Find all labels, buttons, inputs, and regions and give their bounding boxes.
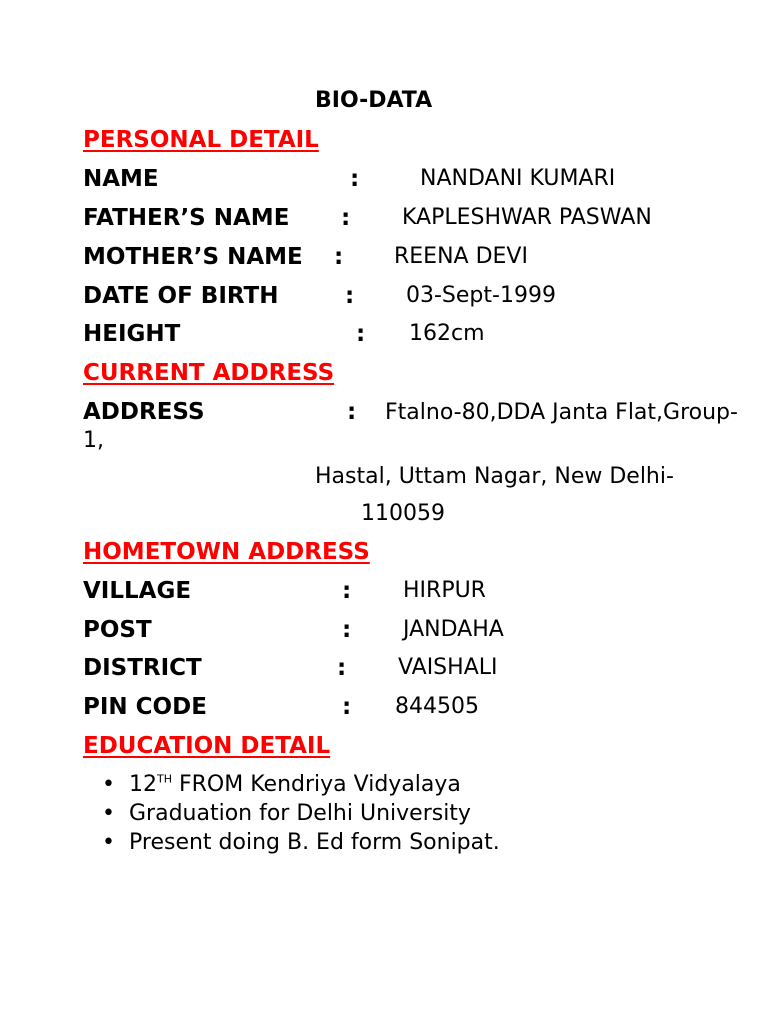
post-label: POST [83,617,152,643]
education-item-1 [129,770,461,799]
address-line-1-continued: 1, [83,428,104,453]
colon: : [334,244,344,270]
bullet-icon: • [102,830,115,855]
education-item-1-text: FROM Kendriya Vidyalaya [172,772,461,797]
father-name-label: FATHER’S NAME [83,205,290,231]
district-value: VAISHALI [398,655,498,680]
colon: : [342,617,352,643]
colon: : [350,166,360,192]
colon: : [341,205,351,231]
section-heading-current-address: CURRENT ADDRESS [83,360,335,386]
pin-code-label: PIN CODE [83,694,207,720]
mother-name-label: MOTHER’S NAME [83,244,303,270]
height-label: HEIGHT [83,321,181,347]
section-heading-hometown: HOMETOWN ADDRESS [83,539,370,565]
dob-value: 03-Sept-1999 [406,283,556,308]
address-line-3: 110059 [361,501,445,526]
father-name-value: KAPLESHWAR PASWAN [402,205,652,230]
bullet-icon: • [102,772,115,797]
post-value: JANDAHA [403,617,504,642]
pin-code-value: 844505 [395,694,479,719]
colon: : [356,321,366,347]
district-label: DISTRICT [83,655,202,681]
address-line-1: Ftalno-80,DDA Janta Flat,Group- [385,400,738,425]
bullet-icon: • [102,801,115,826]
name-label: NAME [83,166,159,192]
colon: : [342,578,352,604]
dob-label: DATE OF BIRTH [83,283,279,309]
village-label: VILLAGE [83,578,192,604]
grade-number: 12 [129,772,157,797]
colon: : [345,283,355,309]
grade-superscript: TH [157,772,172,786]
mother-name-value: REENA DEVI [394,244,528,269]
address-label: ADDRESS [83,399,205,425]
education-item-3: Present doing B. Ed form Sonipat. [129,830,500,855]
page-title: BIO-DATA [315,88,433,113]
address-line-2: Hastal, Uttam Nagar, New Delhi- [315,464,674,489]
education-item-2: Graduation for Delhi University [129,801,471,826]
section-heading-education: EDUCATION DETAIL [83,733,331,759]
height-value: 162cm [409,321,485,346]
section-heading-personal: PERSONAL DETAIL [83,127,319,153]
village-value: HIRPUR [403,578,486,603]
colon: : [347,399,357,425]
name-value: NANDANI KUMARI [420,166,616,191]
colon: : [342,694,352,720]
colon: : [337,655,347,681]
